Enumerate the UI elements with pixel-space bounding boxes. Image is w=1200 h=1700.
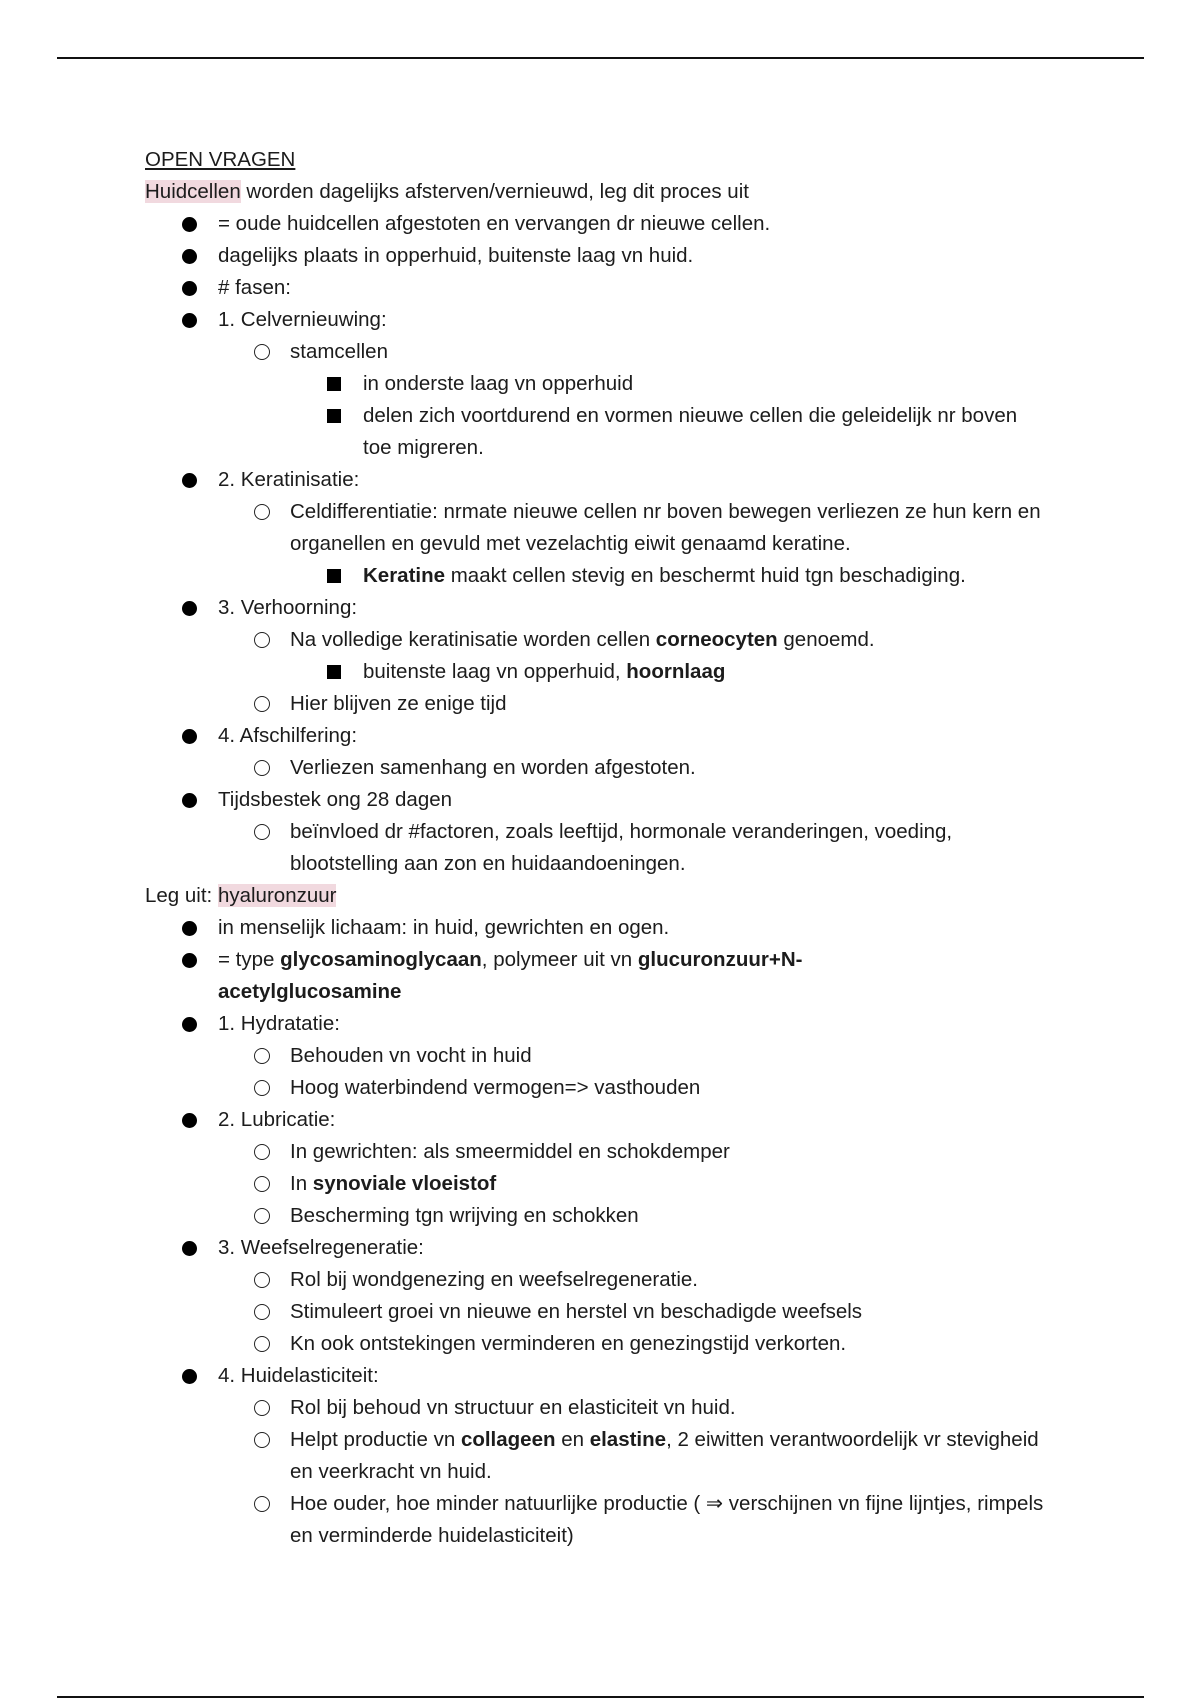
circle-bullet-icon [254,496,270,528]
circle-bullet-icon [254,752,270,784]
circle-bullet-icon [254,1328,270,1360]
document-body [145,144,1045,1552]
bullet-icon [182,208,197,240]
question-2: Leg uit: hyaluronzuur [145,884,337,907]
list-item: Rol bij behoud vn structuur en elasticiteit vn huid. [145,1392,1045,1424]
list-item: 2. Lubricatie: [145,1104,1045,1136]
list-item: 4. Afschilfering: [145,720,1045,752]
square-bullet-icon [327,656,341,688]
circle-bullet-icon [254,1040,270,1072]
square-bullet-icon [327,400,341,432]
bullet-icon [182,784,197,816]
circle-bullet-icon [254,1392,270,1424]
list-item: 2. Keratinisatie: [145,464,1045,496]
list-item: Tijdsbestek ong 28 dagen [145,784,1045,816]
list-item: Rol bij wondgenezing en weefselregeneratie. [145,1264,1045,1296]
circle-bullet-icon [254,1488,270,1520]
list-item: In gewrichten: als smeermiddel en schokdemper [145,1136,1045,1168]
list-item: Kn ook ontstekingen verminderen en genezingstijd verkorten. [145,1328,1045,1360]
list-item: Behouden vn vocht in huid [145,1040,1045,1072]
circle-bullet-icon [254,1136,270,1168]
bullet-icon [182,240,197,272]
list-item: stamcellen [145,336,1045,368]
circle-bullet-icon [254,1264,270,1296]
circle-bullet-icon [254,1200,270,1232]
bullet-icon [182,1008,197,1040]
list-item: 1. Celvernieuwing: [145,304,1045,336]
list-item: = oude huidcellen afgestoten en vervangen dr nieuwe cellen. [145,208,1045,240]
circle-bullet-icon [254,336,270,368]
bullet-icon [182,464,197,496]
list-item: Bescherming tgn wrijving en schokken [145,1200,1045,1232]
list-item: 3. Verhoorning: [145,592,1045,624]
list-item: delen zich voortdurend en vormen nieuwe cellen die geleidelijk nr boven toe migreren. [145,400,1045,464]
circle-bullet-icon [254,1296,270,1328]
square-bullet-icon [327,560,341,592]
circle-bullet-icon [254,816,270,848]
list-item: Celdifferentiatie: nrmate nieuwe cellen nr boven bewegen verliezen ze hun kern en organellen en gevuld met vezelachtig eiwit genaamd keratine. [145,496,1045,560]
circle-bullet-icon [254,1168,270,1200]
circle-bullet-icon [254,1072,270,1104]
bullet-icon [182,1360,197,1392]
list-item: dagelijks plaats in opperhuid, buitenste laag vn huid. [145,240,1045,272]
bullet-icon [182,1232,197,1264]
list-item: # fasen: [145,272,1045,304]
list-item: Hoog waterbindend vermogen=> vasthouden [145,1072,1045,1104]
list-item: in menselijk lichaam: in huid, gewrichten en ogen. [145,912,1045,944]
bottom-rule [57,1696,1144,1698]
bullet-icon [182,720,197,752]
top-rule [57,57,1144,59]
bullet-icon [182,1104,197,1136]
list-item: Verliezen samenhang en worden afgestoten. [145,752,1045,784]
list-item: Hoe ouder, hoe minder natuurlijke productie ( ⇒ verschijnen vn fijne lijntjes, rimpels en verminderde huidelasticiteit) [145,1488,1045,1552]
list-item: = type glycosaminoglycaan, polymeer uit vn glucuronzuur+N-acetylglucosamine [145,944,1045,1008]
circle-bullet-icon [254,1424,270,1456]
highlight-hyaluronzuur: hyaluronzuur [217,884,337,907]
circle-bullet-icon [254,624,270,656]
list-item: Stimuleert groei vn nieuwe en herstel vn beschadigde weefsels [145,1296,1045,1328]
list-item: 3. Weefselregeneratie: [145,1232,1045,1264]
circle-bullet-icon [254,688,270,720]
list-item: In synoviale vloeistof [145,1168,1045,1200]
list-item: 4. Huidelasticiteit: [145,1360,1045,1392]
bullet-icon [182,304,197,336]
list-item: Hier blijven ze enige tijd [145,688,1045,720]
square-bullet-icon [327,368,341,400]
list-item: in onderste laag vn opperhuid [145,368,1045,400]
list-item: Keratine maakt cellen stevig en beschermt huid tgn beschadiging. [145,560,1045,592]
bullet-icon [182,912,197,944]
bullet-icon [182,592,197,624]
bullet-icon [182,272,197,304]
list-item: 1. Hydratatie: [145,1008,1045,1040]
list-item: Helpt productie vn collageen en elastine, 2 eiwitten verantwoordelijk vr stevigheid en veerkracht vn huid. [145,1424,1045,1488]
list-item: Na volledige keratinisatie worden cellen corneocyten genoemd. [145,624,1045,656]
page-heading: OPEN VRAGEN [145,148,296,171]
highlight-huidcellen: Huidcellen [145,180,241,203]
list-item: buitenste laag vn opperhuid, hoornlaag [145,656,1045,688]
list-item: beïnvloed dr #factoren, zoals leeftijd, hormonale veranderingen, voeding, blootstelling aan zon en huidaandoeningen. [145,816,1045,880]
bullet-icon [182,944,197,976]
question-1: Huidcellen worden dagelijks afsterven/vernieuwd, leg dit proces uit [145,180,749,203]
